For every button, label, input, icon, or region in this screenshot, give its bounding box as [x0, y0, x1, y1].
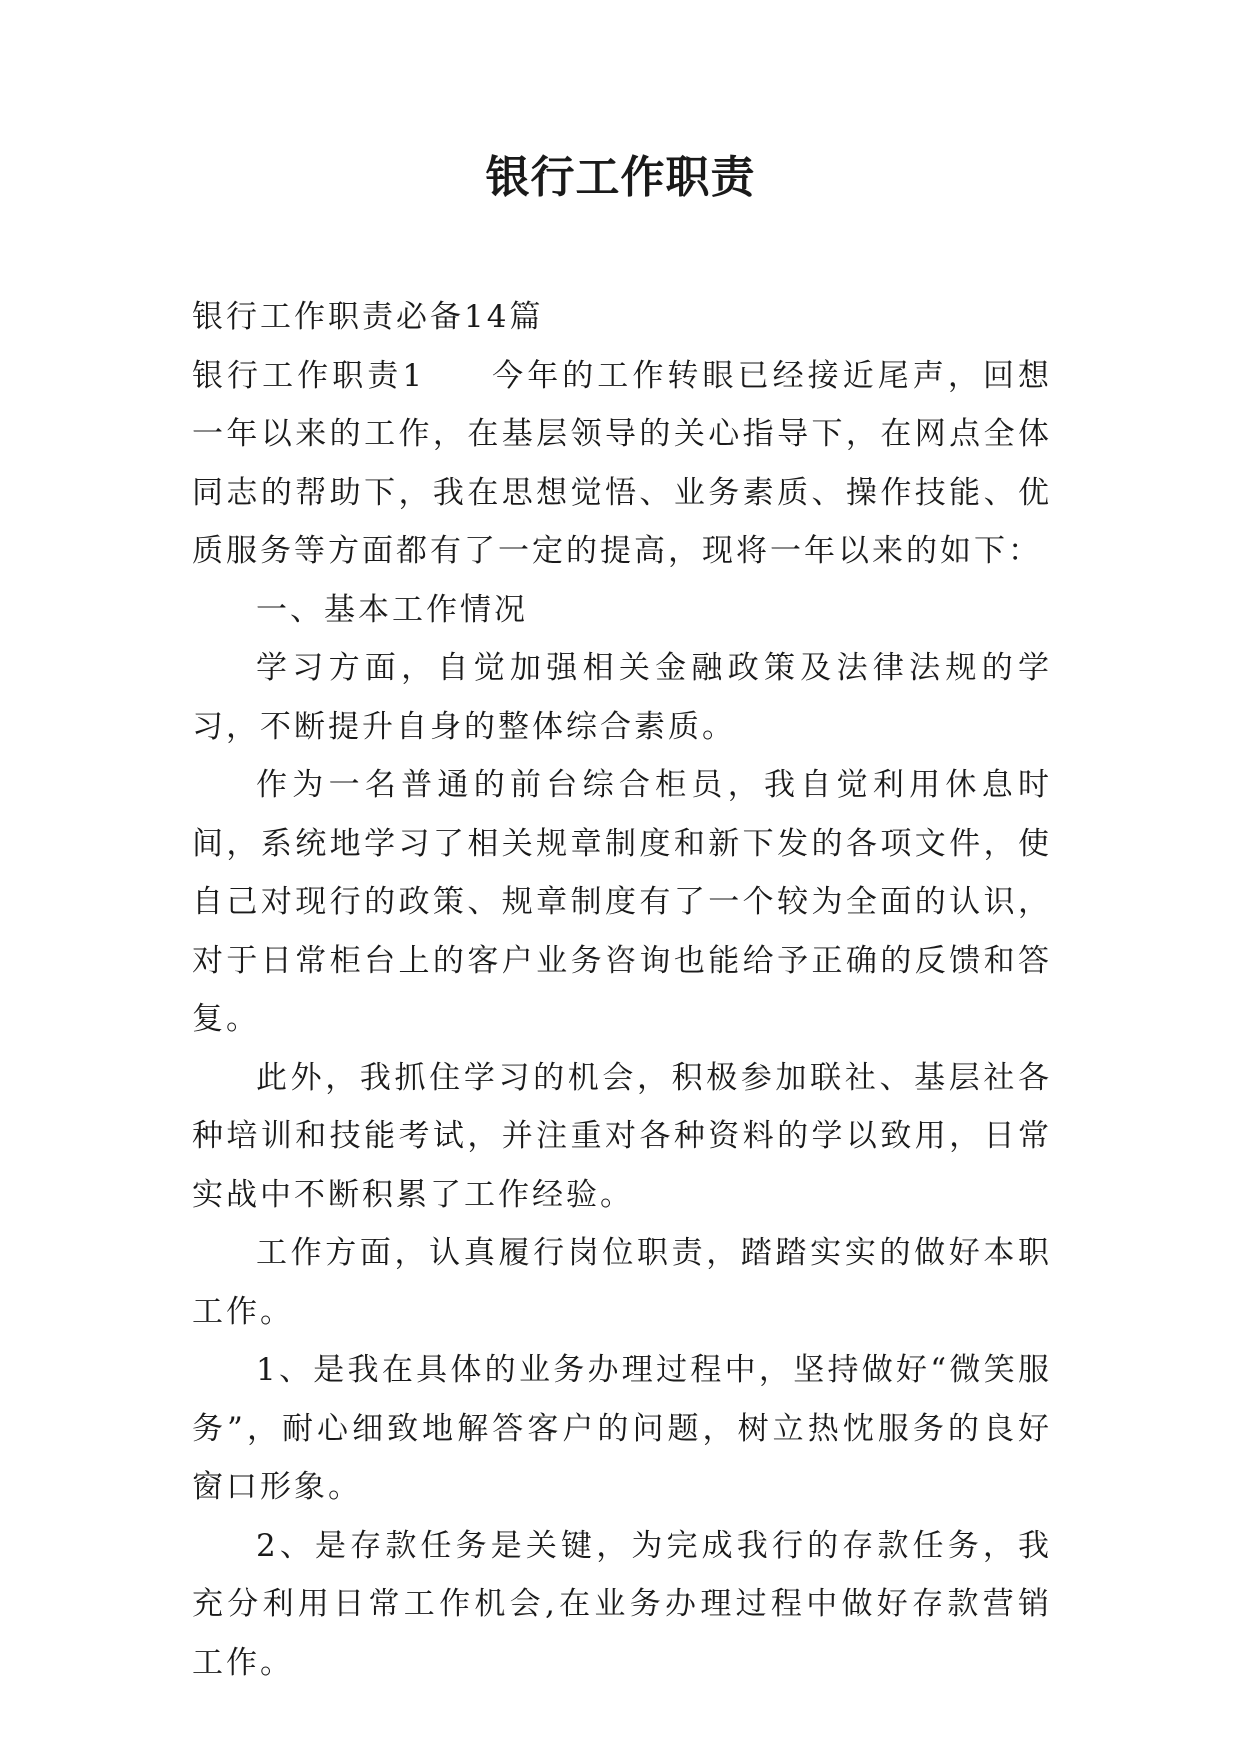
intro-paragraph: [192, 347, 1052, 581]
document-subtitle: 银行工作职责必备14篇: [192, 299, 544, 335]
paragraph: 作为一名普通的前台综合柜员，我自觉利用休息时间，系统地学习了相关规章制度和新下发的各项文件，使自己对现行的政策、规章制度有了一个较为全面的认识，对于日常柜台上的客户业务咨询也能给予正确的反馈和答复。: [192, 767, 1052, 1037]
intro-text: 今年的工作转眼已经接近尾声，回想一年以来的工作，在基层领导的关心指导下，在网点全体同志的帮助下，我在思想觉悟、业务素质、操作技能、优质服务等方面都有了一定的提高，现将一年以来的如下：: [192, 357, 1052, 569]
section-heading: 银行工作职责1: [192, 357, 426, 394]
paragraph-heading-basic: 一、基本工作情况: [256, 591, 528, 628]
document-title: 银行工作职责: [485, 152, 756, 203]
document-body: [192, 288, 1052, 1692]
paragraph: 学习方面，自觉加强相关金融政策及法律法规的学习，不断提升自身的整体综合素质。: [192, 650, 1052, 745]
paragraph: 2、是存款任务是关键，为完成我行的存款任务，我充分利用日常工作机会,在业务办理过程中做好存款营销工作。: [192, 1527, 1052, 1681]
paragraph: 1、是我在具体的业务办理过程中，坚持做好“微笑服务”，耐心细致地解答客户的问题，树立热忱服务的良好窗口形象。: [192, 1352, 1052, 1505]
paragraph: 此外，我抓住学习的机会，积极参加联社、基层社各种培训和技能考试，并注重对各种资料的学以致用，日常实战中不断积累了工作经验。: [192, 1059, 1052, 1213]
paragraph: 工作方面，认真履行岗位职责，踏踏实实的做好本职工作。: [192, 1235, 1052, 1330]
